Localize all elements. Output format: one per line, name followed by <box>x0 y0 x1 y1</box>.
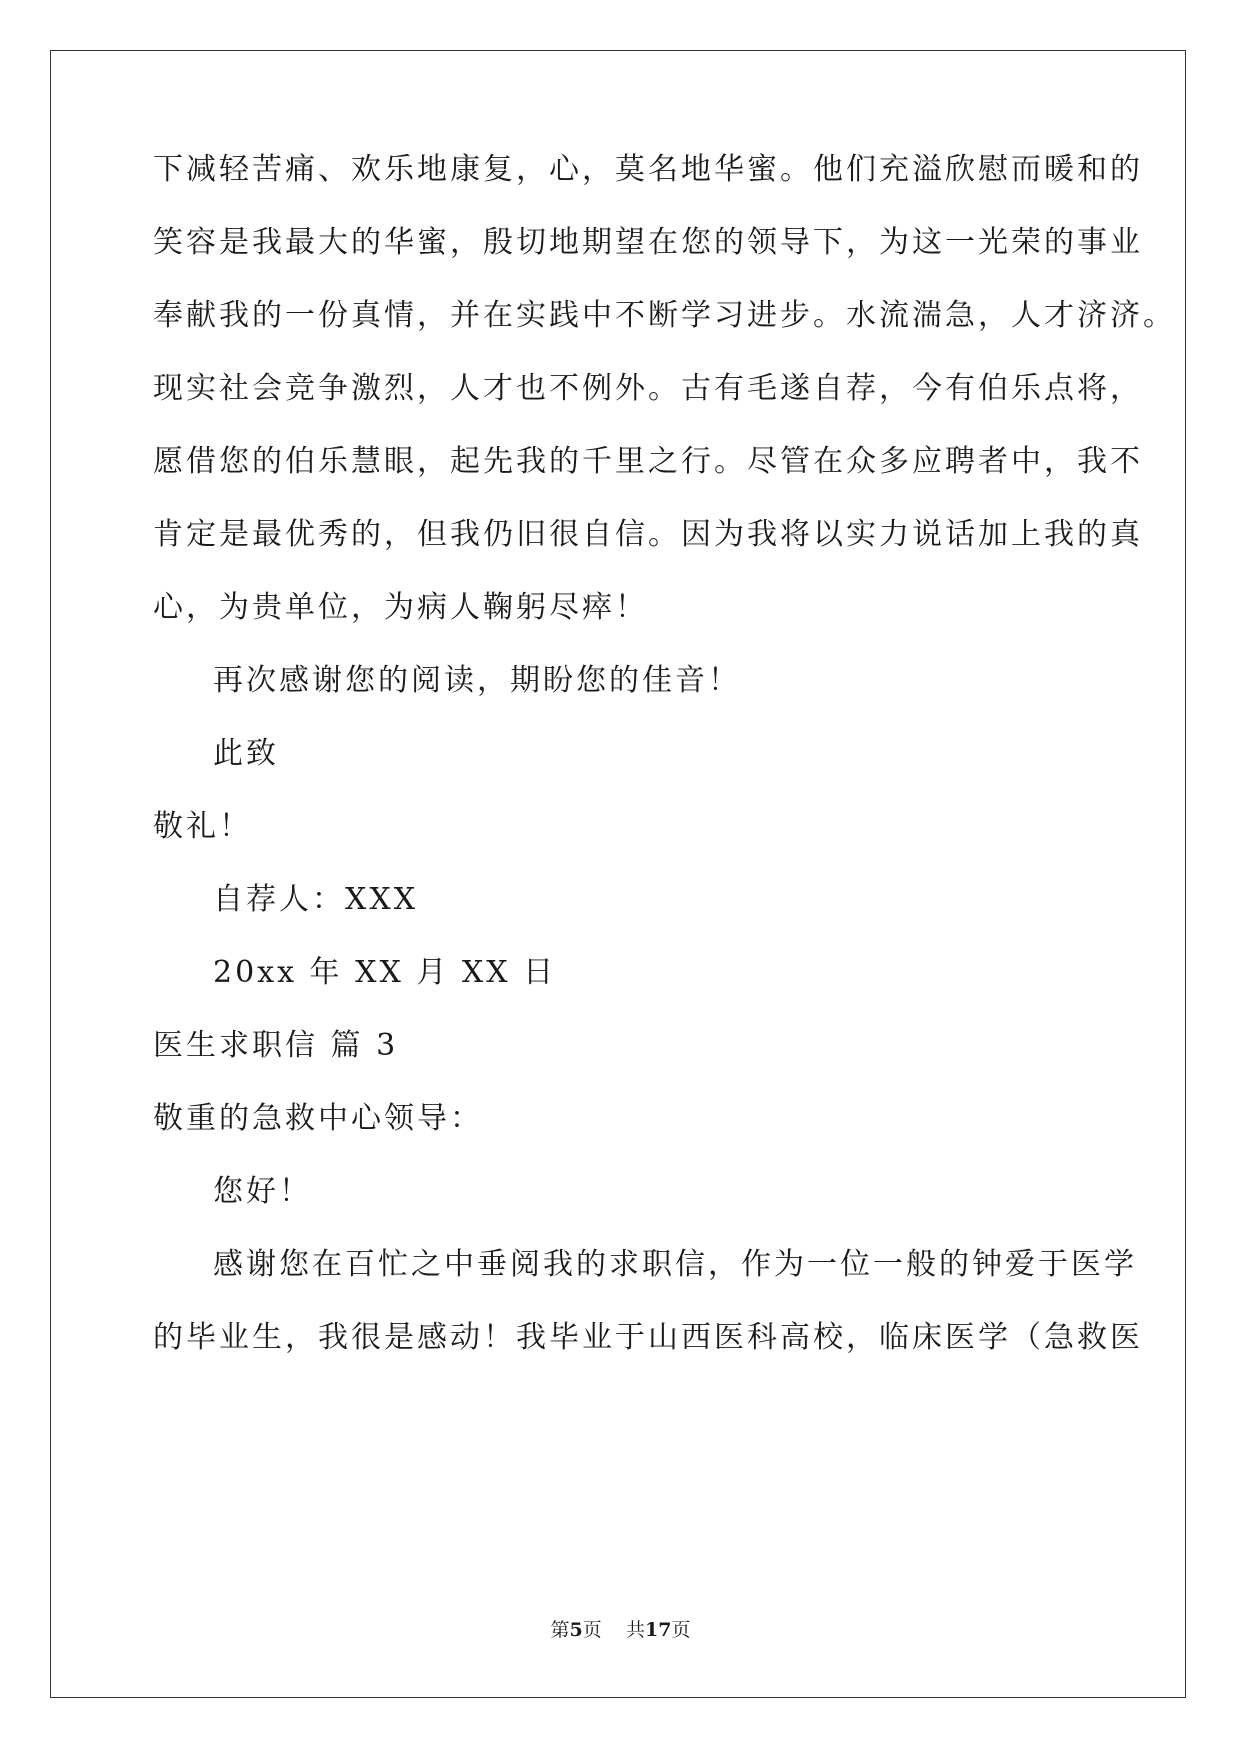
body-line: 肯定是最优秀的，但我仍旧很自信。因为我将以实力说话加上我的真 <box>153 517 1143 552</box>
salutation-ci-zhi: 此致 <box>213 736 279 771</box>
salutation-jing-li: 敬礼！ <box>153 809 252 844</box>
signature-line: 自荐人：XXX <box>213 882 419 917</box>
body-line: 愿借您的伯乐慧眼，起先我的千里之行。尽管在众多应聘者中，我不 <box>153 444 1143 479</box>
closing-thanks: 再次感谢您的阅读，期盼您的佳音！ <box>213 663 741 698</box>
body-line: 下减轻苦痛、欢乐地康复，心，莫名地华蜜。他们充溢欣慰而暖和的 <box>153 152 1143 187</box>
body-line: 心，为贵单位，为病人鞠躬尽瘁！ <box>153 590 648 625</box>
footer-page-number: 5 <box>569 1619 583 1641</box>
date-line: 20xx 年 XX 月 XX 日 <box>213 955 557 990</box>
greeting-recipient: 敬重的急救中心领导： <box>153 1101 483 1136</box>
body-line: 奉献我的一份真情，并在实践中不断学习进步。水流湍急，人才济济。 <box>153 298 1176 333</box>
body-line: 现实社会竞争激烈，人才也不例外。古有毛遂自荐，今有伯乐点将， <box>153 371 1143 406</box>
body-line: 的毕业生，我很是感动！我毕业于山西医科高校，临床医学（急救医 <box>153 1320 1143 1355</box>
greeting-hello: 您好！ <box>213 1174 312 1209</box>
page-footer <box>0 1618 1241 1642</box>
footer-total-prefix: 共 <box>625 1619 645 1641</box>
body-line: 感谢您在百忙之中垂阅我的求职信，作为一位一般的钟爱于医学 <box>213 1247 1137 1282</box>
footer-page-suffix: 页 <box>582 1619 602 1641</box>
footer-total-suffix: 页 <box>671 1619 691 1641</box>
section-heading: 医生求职信 篇 3 <box>153 1028 399 1063</box>
body-line: 笑容是我最大的华蜜，殷切地期望在您的领导下，为这一光荣的事业 <box>153 225 1143 260</box>
footer-total-pages: 17 <box>644 1619 672 1641</box>
footer-prefix: 第 <box>550 1619 570 1641</box>
